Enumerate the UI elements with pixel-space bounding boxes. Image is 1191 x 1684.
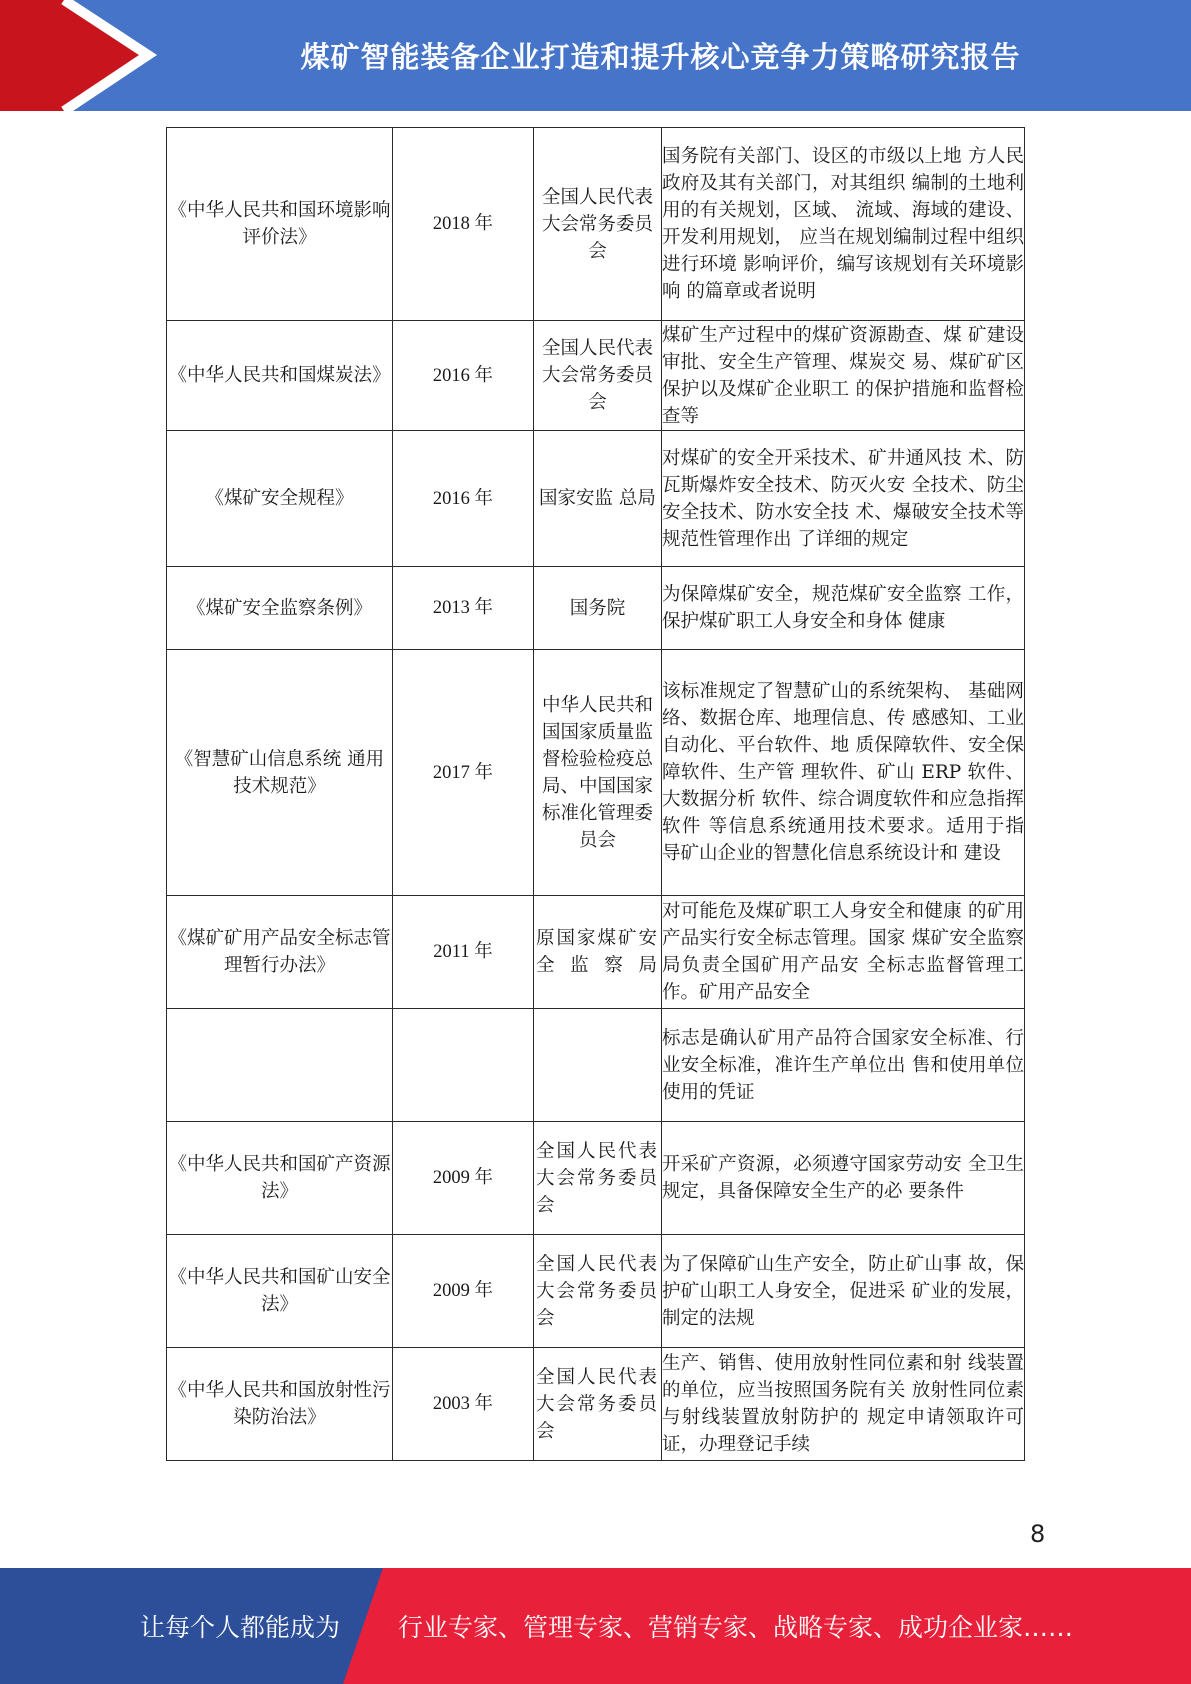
regulations-table [166,127,1025,1461]
regulation-description: 为了保障矿山生产安全，防止矿山事 故，保护矿山职工人身安全，促进采 矿业的发展，制定的法规 [662,1235,1025,1348]
table-row [167,321,1025,431]
regulation-issuer: 全国人民代表大会常务委员会 [534,128,662,321]
table-row [167,896,1025,1009]
regulation-description: 为保障煤矿安全，规范煤矿安全监察 工作，保护煤矿职工人身安全和身体 健康 [662,567,1025,650]
regulation-issuer [534,1009,662,1122]
regulation-description: 煤矿生产过程中的煤矿资源勘查、煤 矿建设审批、安全生产管理、煤炭交 易、煤矿矿区保护以及煤矿企业职工 的保护措施和监督检查等 [662,321,1025,431]
regulation-year: 2009 年 [393,1235,534,1348]
regulation-name: 《中华人民共和国环境影响评价法》 [167,128,393,321]
table-row [167,1235,1025,1348]
regulation-name: 《中华人民共和国矿山安全法》 [167,1235,393,1348]
regulation-year: 2016 年 [393,321,534,431]
regulation-name [167,1009,393,1122]
regulation-year: 2003 年 [393,1348,534,1461]
regulation-issuer: 原国家煤矿安全监察局 [534,896,662,1009]
regulation-name: 《中华人民共和国放射性污染防治法》 [167,1348,393,1461]
regulation-name: 《智慧矿山信息系统 通用技术规范》 [167,650,393,896]
report-title: 煤矿智能装备企业打造和提升核心竞争力策略研究报告 [300,40,1021,74]
table-row [167,1009,1025,1122]
page-footer [0,1568,1191,1684]
regulation-year [393,1009,534,1122]
regulation-year: 2016 年 [393,431,534,567]
page-header [0,0,1191,111]
footer-slogan-right: 行业专家、管理专家、营销专家、战略专家、成功企业家…… [398,1613,1074,1642]
table-row [167,1348,1025,1461]
regulation-issuer: 全国人民代表大会常务委员会 [534,321,662,431]
footer-slogan-left: 让每个人都能成为 [140,1613,341,1642]
regulation-description: 开采矿产资源，必须遵守国家劳动安 全卫生规定，具备保障安全生产的必 要条件 [662,1122,1025,1235]
regulation-description: 生产、销售、使用放射性同位素和射 线装置的单位，应当按照国务院有关 放射性同位素与射线装置放射防护的 规定申请领取许可证，办理登记手续 [662,1348,1025,1461]
regulation-description: 标志是确认矿用产品符合国家安全标准、行业安全标准，准许生产单位出 售和使用单位使用的凭证 [662,1009,1025,1122]
regulation-year: 2011 年 [393,896,534,1009]
regulation-name: 《中华人民共和国矿产资源法》 [167,1122,393,1235]
regulation-issuer: 全国人民代表大会常务委员会 [534,1122,662,1235]
table-row [167,567,1025,650]
regulation-name: 《煤矿矿用产品安全标志管理暂行办法》 [167,896,393,1009]
regulation-year: 2018 年 [393,128,534,321]
regulation-issuer: 国务院 [534,567,662,650]
table-row [167,431,1025,567]
regulation-description: 对可能危及煤矿职工人身安全和健康 的矿用产品实行安全标志管理。国家 煤矿安全监察局负责全国矿用产品安 全标志监督管理工作。矿用产品安全 [662,896,1025,1009]
regulation-issuer: 国家安监 总局 [534,431,662,567]
regulation-description: 对煤矿的安全开采技术、矿井通风技 术、防瓦斯爆炸安全技术、防灭火安 全技术、防尘安全技术、防水安全技 术、爆破安全技术等规范性管理作出 了详细的规定 [662,431,1025,567]
regulation-name: 《煤矿安全监察条例》 [167,567,393,650]
regulation-name: 《中华人民共和国煤炭法》 [167,321,393,431]
table-row [167,1122,1025,1235]
regulation-issuer: 全国人民代表大会常务委员会 [534,1235,662,1348]
regulation-year: 2013 年 [393,567,534,650]
regulation-description: 国务院有关部门、设区的市级以上地 方人民政府及其有关部门，对其组织 编制的土地利用的有关规划，区域、 流域、海域的建设、开发利用规划， 应当在规划编制过程中组织进行环境 影响评价，编写该规划有关环境影响 的篇章或者说明 [662,128,1025,321]
regulation-year: 2009 年 [393,1122,534,1235]
regulation-year: 2017 年 [393,650,534,896]
regulation-issuer: 中华人民共和国国家质量监督检验检疫总局、中国国家标准化管理委员会 [534,650,662,896]
regulation-name: 《煤矿安全规程》 [167,431,393,567]
regulation-issuer: 全国人民代表大会常务委员会 [534,1348,662,1461]
table-row [167,128,1025,321]
page-number: 8 [1030,1520,1046,1548]
regulation-description: 该标准规定了智慧矿山的系统架构、 基础网络、数据仓库、地理信息、传 感感知、工业自动化、平台软件、地 质保障软件、安全保障软件、生产管 理软件、矿山 ERP 软件、大数据分析 软件、综合调度软件和应急指挥软件 等信息系统通用技术要求。适用于指 导矿山企业的智慧化信息系统设计和 建设 [662,650,1025,896]
table-row [167,650,1025,896]
